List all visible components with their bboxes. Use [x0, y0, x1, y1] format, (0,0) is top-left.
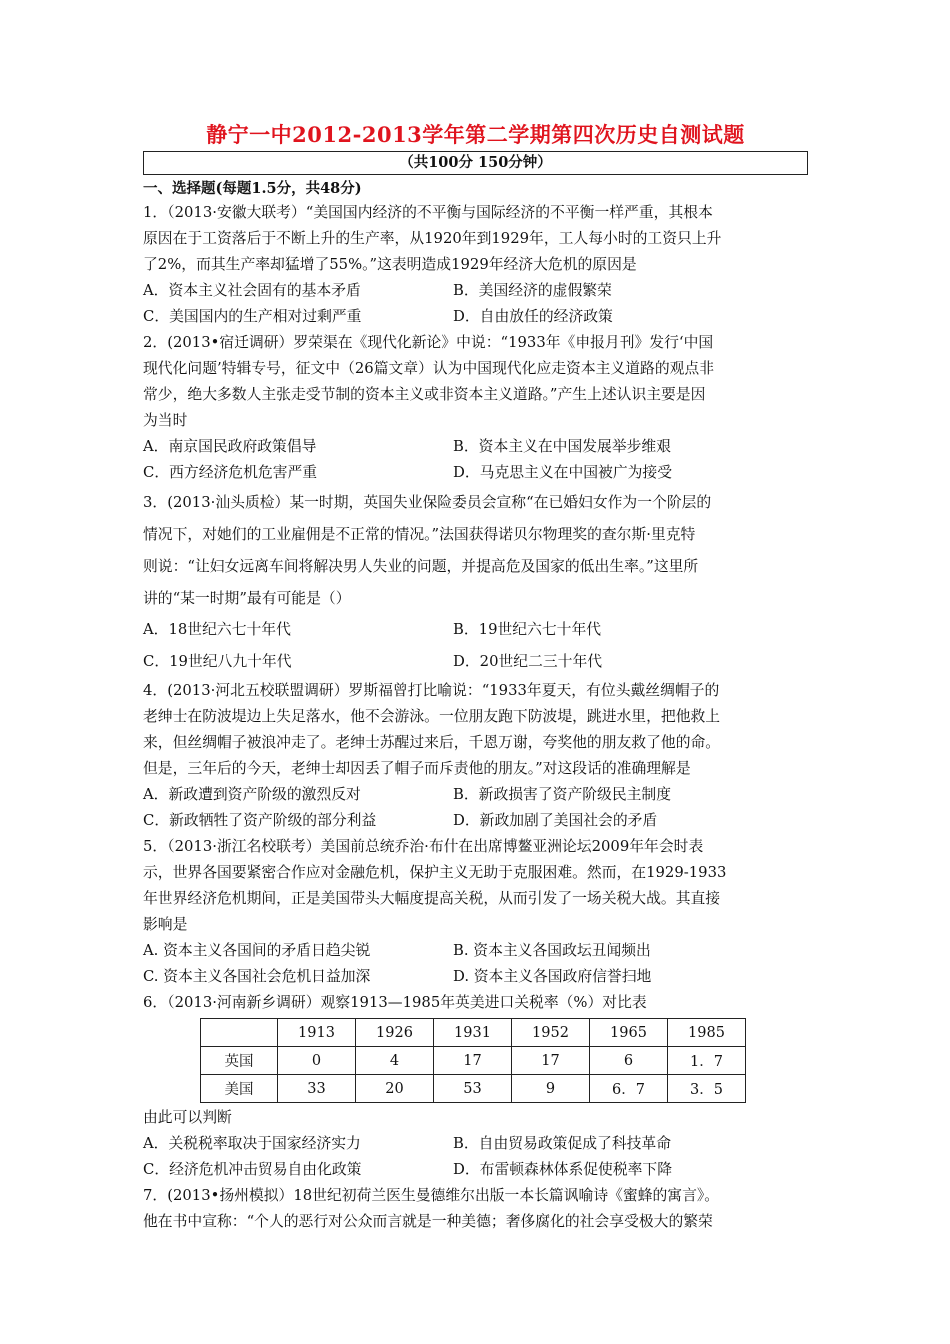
- table-cell: 1985: [668, 1019, 746, 1047]
- question-4: [143, 678, 808, 834]
- exam-page: [143, 120, 808, 1235]
- question-1: [143, 200, 808, 330]
- question-line: 常少，绝大多数人主张走受节制的资本主义或非资本主义道路。”产生上述认识主要是因: [143, 386, 706, 403]
- table-cell: 6．7: [590, 1075, 668, 1103]
- table-cell: 1．7: [668, 1047, 746, 1075]
- table-cell: 1931: [434, 1019, 512, 1047]
- option-a: A．资本主义社会固有的基本矛盾: [143, 282, 361, 299]
- table-cell: 33: [278, 1075, 356, 1103]
- option-c: C．美国国内的生产相对过剩严重: [143, 308, 362, 325]
- question-line: 2．(2013•宿迁调研）罗荣渠在《现代化新论》中说：“1933年《申报月刊》发行‘中国: [143, 334, 714, 351]
- question-line: 年世界经济危机期间，正是美国带头大幅度提高关税，从而引发了一场关税大战。其直接: [143, 890, 721, 907]
- table-cell: 9: [512, 1075, 590, 1103]
- question-line: 由此可以判断: [143, 1109, 232, 1126]
- option-b: B．19世纪六七十年代: [453, 621, 602, 638]
- table-cell: 1926: [356, 1019, 434, 1047]
- table-cell: 英国: [201, 1047, 278, 1075]
- tariff-table: [200, 1018, 746, 1103]
- table-cell: 6: [590, 1047, 668, 1075]
- option-d: D．自由放任的经济政策: [453, 308, 613, 325]
- option-b: B. 资本主义各国政坛丑闻频出: [453, 942, 651, 959]
- option-a: A. 资本主义各国间的矛盾日趋尖锐: [143, 942, 371, 959]
- option-b: B．自由贸易政策促成了科技革命: [453, 1135, 672, 1152]
- question-line: 原因在于工资落后于不断上升的生产率，从1920年到1929年，工人每小时的工资只上升: [143, 230, 722, 247]
- table-row: [201, 1047, 746, 1075]
- table-cell: 1913: [278, 1019, 356, 1047]
- option-d: D．布雷顿森林体系促使税率下降: [453, 1161, 673, 1178]
- table-cell: [201, 1019, 278, 1047]
- table-cell: 1952: [512, 1019, 590, 1047]
- question-line: 老绅士在防波堤边上失足落水，他不会游泳。一位朋友跑下防波堤，跳进水里，把他救上: [143, 708, 721, 725]
- option-d: D．新政加剧了美国社会的矛盾: [453, 812, 658, 829]
- table-cell: 3．5: [668, 1075, 746, 1103]
- option-a: A．18世纪六七十年代: [143, 621, 291, 638]
- question-line: 但是，三年后的今天，老绅士却因丢了帽子而斥责他的朋友。”对这段话的准确理解是: [143, 760, 691, 777]
- option-a: A．南京国民政府政策倡导: [143, 438, 317, 455]
- exam-title: 静宁一中2012-2013学年第二学期第四次历史自测试题: [206, 122, 745, 147]
- question-2: [143, 330, 808, 486]
- table-header-row: [201, 1019, 746, 1047]
- table-cell: 美国: [201, 1075, 278, 1103]
- option-c: C．新政牺牲了资产阶级的部分利益: [143, 812, 377, 829]
- option-d: D．马克思主义在中国被广为接受: [453, 464, 673, 481]
- table-cell: 1965: [590, 1019, 668, 1047]
- question-line: 他在书中宣称：“个人的恶行对公众而言就是一种美德；奢侈腐化的社会享受极大的繁荣: [143, 1213, 713, 1230]
- question-line: 为当时: [143, 412, 188, 429]
- question-5: [143, 834, 808, 990]
- question-line: 5．（2013·浙江名校联考）美国前总统乔治·布什在出席博鳌亚洲论坛2009年年会时表: [143, 838, 704, 855]
- table-cell: 4: [356, 1047, 434, 1075]
- options: [143, 1131, 808, 1183]
- options: [143, 278, 808, 330]
- option-d: D．20世纪二三十年代: [453, 653, 603, 670]
- table-row: [201, 1075, 746, 1103]
- section-heading: 一、选择题(每题1.5分，共48分): [143, 180, 362, 197]
- option-c: C．经济危机冲击贸易自由化政策: [143, 1161, 362, 1178]
- options: [143, 938, 808, 990]
- question-line: 6．（2013·河南新乡调研）观察1913—1985年英美进口关税率（%）对比表: [143, 994, 647, 1011]
- question-line: 7．(2013•扬州模拟）18世纪初荷兰医生曼德维尔出版一本长篇讽喻诗《蜜蜂的寓言》。: [143, 1187, 720, 1204]
- question-line: 1．（2013·安徽大联考）“美国国内经济的不平衡与国际经济的不平衡一样严重，其根本: [143, 204, 713, 221]
- option-b: B．新政损害了资产阶级民主制度: [453, 786, 672, 803]
- table-cell: 0: [278, 1047, 356, 1075]
- table-cell: 17: [434, 1047, 512, 1075]
- question-line: 则说：“让妇女远离车间将解决男人失业的问题，并提高危及国家的低出生率。”这里所: [143, 558, 699, 575]
- question-line: 现代化问题’特辑专号，征文中（26篇文章）认为中国现代化应走资本主义道路的观点非: [143, 360, 715, 377]
- options: [143, 614, 808, 678]
- exam-subtitle: （共100分 150分钟）: [143, 151, 808, 175]
- option-c: C．西方经济危机危害严重: [143, 464, 318, 481]
- option-b: B．美国经济的虚假繁荣: [453, 282, 612, 299]
- option-c: C．19世纪八九十年代: [143, 653, 292, 670]
- option-c: C. 资本主义各国社会危机日益加深: [143, 968, 371, 985]
- question-line: 了2%，而其生产率却猛增了55%。”这表明造成1929年经济大危机的原因是: [143, 256, 637, 273]
- option-d: D. 资本主义各国政府信誉扫地: [453, 968, 652, 985]
- question-7: [143, 1183, 808, 1235]
- question-6: [143, 990, 808, 1183]
- options: [143, 434, 808, 486]
- options: [143, 782, 808, 834]
- question-line: 3．(2013·汕头质检）某一时期，英国失业保险委员会宣称“在已婚妇女作为一个阶层的: [143, 494, 712, 511]
- question-3: [143, 488, 808, 678]
- question-line: 来，但丝绸帽子被浪冲走了。老绅士苏醒过来后，千恩万谢，夸奖他的朋友救了他的命。: [143, 734, 721, 751]
- option-b: B．资本主义在中国发展举步维艰: [453, 438, 672, 455]
- question-line: 情况下，对她们的工业雇佣是不正常的情况。”法国获得诺贝尔物理奖的查尔斯·里克特: [143, 526, 696, 543]
- question-line: 4．(2013·河北五校联盟调研）罗斯福曾打比喻说：“1933年夏天，有位头戴丝绸帽子的: [143, 682, 720, 699]
- option-a: A．关税税率取决于国家经济实力: [143, 1135, 361, 1152]
- option-a: A．新政遭到资产阶级的激烈反对: [143, 786, 361, 803]
- question-line: 示，世界各国要紧密合作应对金融危机，保护主义无助于克服困难。然而，在1929-1933: [143, 864, 727, 881]
- table-cell: 17: [512, 1047, 590, 1075]
- table-cell: 53: [434, 1075, 512, 1103]
- question-line: 影响是: [143, 916, 188, 933]
- question-line: 讲的“某一时期”最有可能是（）: [143, 590, 351, 607]
- table-cell: 20: [356, 1075, 434, 1103]
